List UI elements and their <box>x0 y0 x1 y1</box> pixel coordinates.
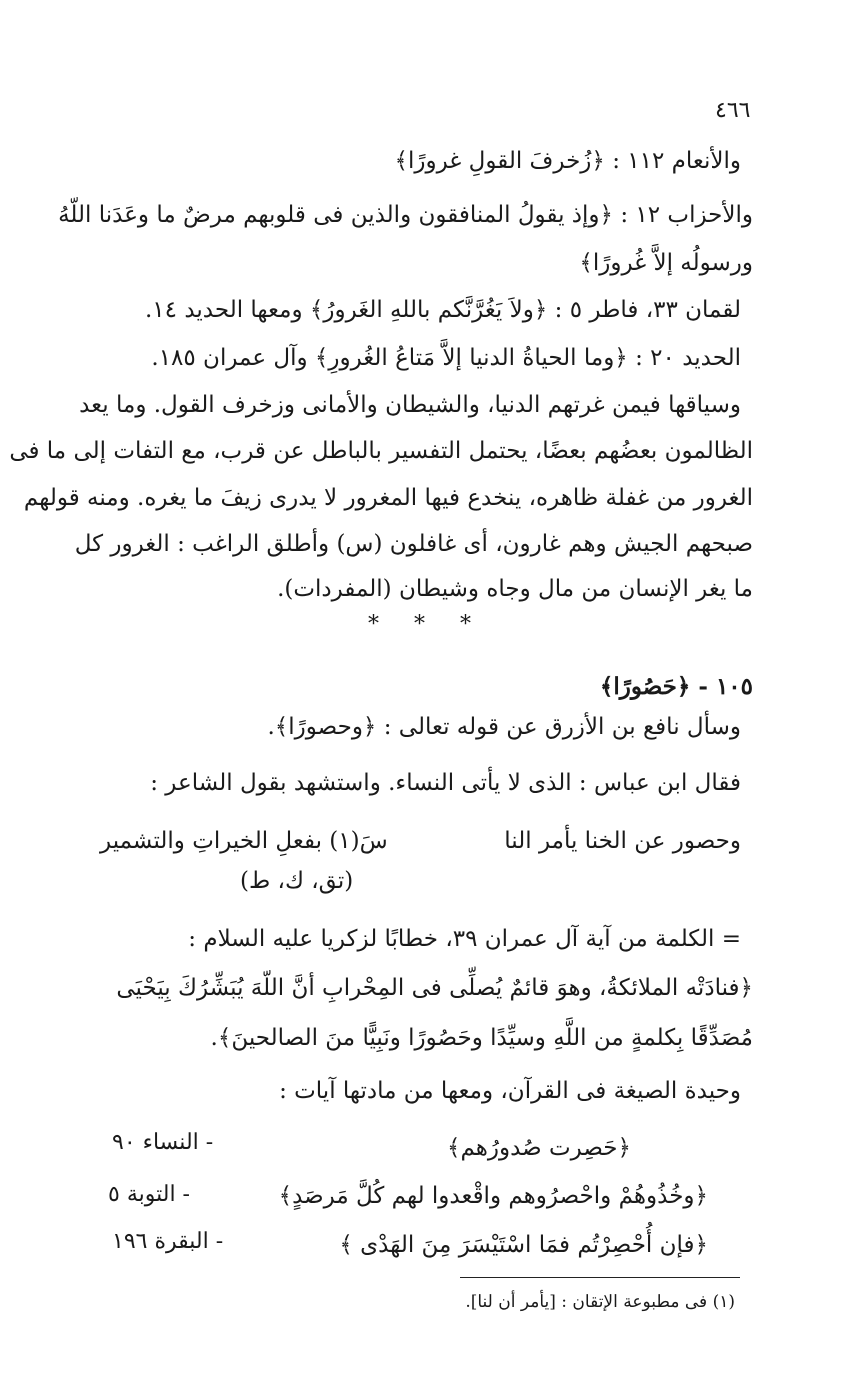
text-line: والأنعام ١١٢ : ﴿زُخرفَ القولِ غرورًا﴾ <box>394 148 741 174</box>
text-line: والأحزاب ١٢ : ﴿وإذ يقولُ المنافقون والذين فى قلوبهم مرضٌ ما وعَدَنا اللّهُ <box>58 202 753 228</box>
text-line: وحيدة الصيغة فى القرآن، ومعها من مادتها آيات : <box>279 1078 741 1104</box>
text-line: = الكلمة من آية آل عمران ٣٩، خطابًا لزكريا عليه السلام : <box>188 926 741 952</box>
text-line: الحديد ٢٠ : ﴿وما الحياةُ الدنيا إلاَّ مَتاعُ الغُرورِ﴾ وآل عمران ١٨٥. <box>151 345 741 371</box>
footnote: (١) فى مطبوعة الإتقان : [يأمر أن لنا]. <box>465 1292 735 1312</box>
quran-quote-line: ﴿فنادَتْه الملائكةُ، وهوَ قائمٌ يُصلِّى فى المِحْرابِ أنَّ اللّهَ يُبَشِّرُكَ بِيَحْيَى <box>116 975 753 1001</box>
ref-quote: ﴿حَصِرت صُدورُهم﴾ <box>446 1135 631 1161</box>
verse-sources: (تق، ك، ط) <box>240 868 354 894</box>
text-line: الظالمون بعضُهم بعضًا، يحتمل التفسير بالباطل عن قرب، مع التفات إلى ما فى <box>9 438 753 464</box>
text-line: ما يغر الإنسان من مال وجاه وشيطان (المفردات). <box>277 576 753 602</box>
section-divider-stars: * * * <box>368 612 485 637</box>
entry-heading: ١٠٥ - ﴿حَصُورًا﴾ <box>599 673 753 700</box>
ref-source: - البقرة ١٩٦ <box>112 1229 224 1254</box>
verse-second-hemistich: سَ(١) بفعلِ الخيراتِ والتشمير <box>100 828 388 854</box>
text-line: وسأل نافع بن الأزرق عن قوله تعالى : ﴿وحصورًا﴾. <box>267 714 741 740</box>
ref-quote: ﴿وخُذُوهُمْ واحْصرُوهم واقْعدوا لهم كُلَّ مَرصَدٍ﴾ <box>278 1183 708 1209</box>
text-line: وسياقها فيمن غرتهم الدنيا، والشيطان والأمانى وزخرف القول. وما يعد <box>79 392 741 418</box>
verse-first-hemistich: وحصور عن الخنا يأمر النا <box>504 828 741 854</box>
text-line: فقال ابن عباس : الذى لا يأتى النساء. واستشهد بقول الشاعر : <box>150 770 741 796</box>
ref-source: - النساء ٩٠ <box>112 1130 214 1155</box>
page-number: ٤٦٦ <box>715 98 751 123</box>
footnote-separator <box>460 1277 740 1278</box>
ref-source: - التوبة ٥ <box>108 1182 190 1207</box>
text-line: ورسولُه إلاَّ غُرورًا﴾ <box>579 250 753 276</box>
quran-quote-line: مُصَدِّقًا بِكلمةٍ من اللَّهِ وسيِّدًا وحَصُورًا ونَبِيًّا منَ الصالحينَ﴾. <box>210 1025 753 1051</box>
text-line: لقمان ٣٣، فاطر ٥ : ﴿ولاَ يَغُرَّنَّكم باللهِ الغَرورُ﴾ ومعها الحديد ١٤. <box>144 297 741 323</box>
text-line: الغرور من غفلة ظاهره، ينخدع فيها المغرور لا يدرى زيفَ ما يغره. ومنه قولهم <box>23 485 753 511</box>
text-line: صبحهم الجيش وهم غارون، أى غافلون (س) وأطلق الراغب : الغرور كل <box>74 531 753 557</box>
ref-quote: ﴿فإن أُحْصِرْتُم فمَا اسْتَيْسَرَ مِنَ الهَدْى ﴾ <box>339 1232 708 1258</box>
